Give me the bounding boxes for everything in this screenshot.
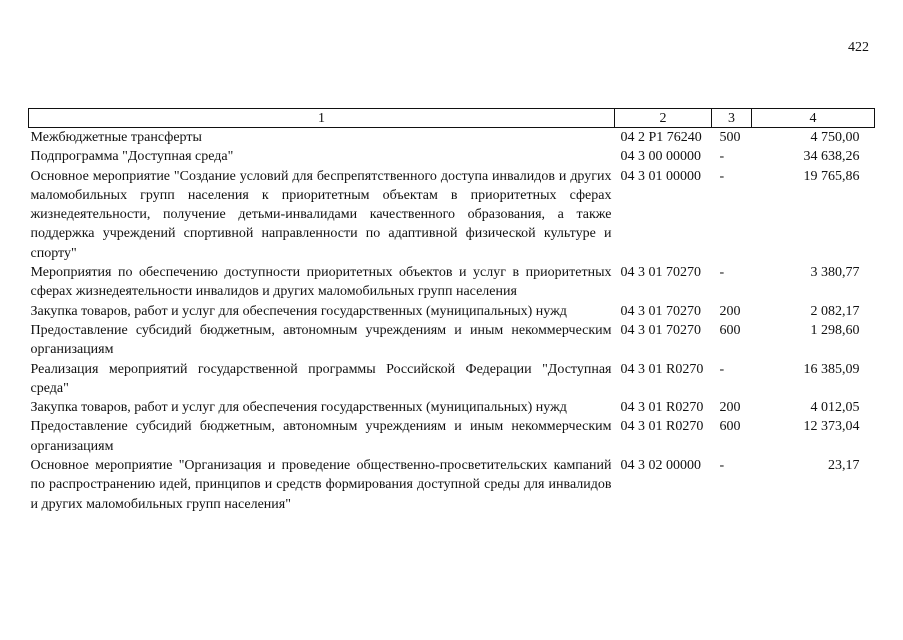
table-row — [29, 321, 875, 360]
table-row — [29, 302, 875, 321]
row-code: 04 3 01 70270 — [620, 322, 701, 338]
row-type: - — [719, 458, 725, 474]
row-sum: 12 373,04 — [803, 419, 860, 435]
page-number: 422 — [848, 40, 869, 55]
table-row — [29, 263, 875, 302]
row-sum: 4 750,00 — [810, 130, 860, 145]
table-row — [29, 128, 875, 148]
row-sum: 19 765,86 — [803, 168, 860, 184]
row-sum: 34 638,26 — [803, 149, 860, 165]
row-name: Реализация мероприятий государственной программы Российской Федерации "Доступная среда" — [30, 361, 612, 396]
row-type: 500 — [719, 130, 741, 145]
row-name: Закупка товаров, работ и услуг для обеспечения государственных (муниципальных) нужд — [30, 400, 567, 416]
row-type: 600 — [719, 322, 741, 338]
table-row — [29, 456, 875, 514]
row-name: Подпрограмма "Доступная среда" — [30, 149, 234, 165]
row-type: - — [719, 361, 725, 377]
table-row — [29, 147, 875, 166]
row-name: Закупка товаров, работ и услуг для обеспечения государственных (муниципальных) нужд — [30, 303, 567, 319]
row-code: 04 3 02 00000 — [620, 458, 701, 474]
table-row — [29, 167, 875, 263]
row-name: Основное мероприятие "Создание условий для беспрепятственного доступа инвалидов и других маломобильных групп населения к приоритетным объектам в приоритетных сферах жизнедеятельности, получение детьми-инвалидами качественного образования, а также поддержка учреждений спортивной направленности по адаптивной физической культуре и спорту" — [30, 168, 612, 261]
table-row — [29, 417, 875, 456]
row-sum: 3 380,77 — [810, 265, 860, 281]
row-code: 04 3 01 70270 — [620, 265, 701, 281]
row-type: - — [719, 149, 725, 165]
row-code: 04 3 01 R0270 — [620, 361, 704, 377]
row-type: 200 — [719, 400, 741, 416]
row-type: - — [719, 168, 725, 184]
table-row — [29, 360, 875, 399]
row-sum: 2 082,17 — [810, 303, 860, 319]
row-code: 04 3 01 R0270 — [620, 400, 704, 416]
row-sum: 16 385,09 — [803, 361, 860, 377]
row-type: - — [719, 265, 725, 281]
row-name: Основное мероприятие "Организация и проведение общественно-просветительских кампаний по распространению идей, принципов и средств формирования доступной среды для инвалидов и других маломобильных групп населения" — [30, 458, 612, 512]
column-header-2: 2 — [615, 109, 712, 128]
row-sum: 23,17 — [828, 458, 860, 474]
table-row — [29, 398, 875, 417]
column-header-4: 4 — [752, 109, 875, 128]
table-header-row — [29, 109, 875, 128]
budget-table — [28, 108, 875, 514]
column-header-3: 3 — [712, 109, 752, 128]
row-code: 04 3 01 00000 — [620, 168, 701, 184]
row-name: Межбюджетные трансферты — [30, 130, 202, 145]
row-name: Предоставление субсидий бюджетным, автономным учреждениям и иным некоммерческим организациям — [30, 419, 612, 454]
row-type: 600 — [719, 419, 741, 435]
row-code: 04 3 01 70270 — [620, 303, 701, 319]
row-code: 04 3 00 00000 — [620, 149, 701, 165]
row-sum: 1 298,60 — [810, 322, 860, 338]
row-sum: 4 012,05 — [810, 400, 860, 416]
row-name: Предоставление субсидий бюджетным, автономным учреждениям и иным некоммерческим организациям — [30, 322, 612, 358]
row-code: 04 2 P1 76240 — [620, 130, 702, 145]
row-code: 04 3 01 R0270 — [620, 419, 704, 435]
row-name: Мероприятия по обеспечению доступности приоритетных объектов и услуг в приоритетных сферах жизнедеятельности инвалидов и других маломобильных групп населения — [30, 265, 612, 300]
row-type: 200 — [719, 303, 741, 319]
column-header-1: 1 — [29, 109, 615, 128]
